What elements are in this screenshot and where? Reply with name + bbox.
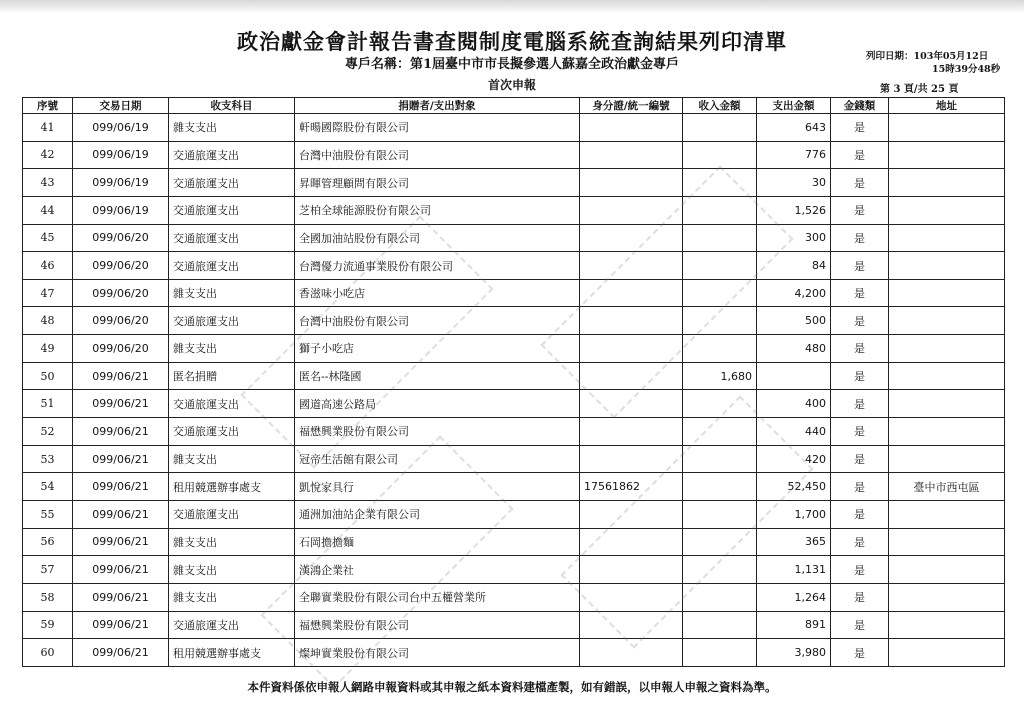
row-category: 租用競選辦事處支 (169, 639, 295, 667)
row-expense: 500 (757, 307, 831, 335)
row-id (580, 169, 683, 197)
row-address (889, 611, 1005, 639)
table-header-row (23, 98, 1005, 114)
row-category: 租用競選辦事處支 (169, 473, 295, 501)
row-id (580, 556, 683, 584)
col-id-header: 身分證/統一編號 (580, 98, 683, 114)
row-date: 099/06/21 (73, 390, 169, 418)
row-seq: 49 (23, 335, 73, 363)
table-row (23, 196, 1005, 224)
table-row (23, 583, 1005, 611)
row-party: 冠帝生活館有限公司 (295, 445, 580, 473)
report-title: 政治獻金會計報告書查閱制度電腦系統查詢結果列印清單 (237, 29, 787, 54)
row-seq: 55 (23, 500, 73, 528)
row-income (683, 224, 757, 252)
row-category: 交通旅運支出 (169, 611, 295, 639)
row-party: 獅子小吃店 (295, 335, 580, 363)
row-date: 099/06/21 (73, 611, 169, 639)
row-category: 交通旅運支出 (169, 169, 295, 197)
row-date: 099/06/20 (73, 279, 169, 307)
col-expense-header: 支出金額 (757, 98, 831, 114)
table-row (23, 418, 1005, 446)
row-id (580, 500, 683, 528)
row-expense: 891 (757, 611, 831, 639)
row-id (580, 141, 683, 169)
row-id (580, 390, 683, 418)
table-row (23, 141, 1005, 169)
row-cash: 是 (831, 114, 889, 142)
ledger-table (22, 97, 1005, 667)
row-category: 雜支支出 (169, 445, 295, 473)
table-row (23, 169, 1005, 197)
account-name: 專戶名稱：第1屆臺中市市長擬參選人蘇嘉全政治獻金專戶 (344, 57, 680, 72)
row-category: 交通旅運支出 (169, 500, 295, 528)
table-row (23, 279, 1005, 307)
row-address (889, 114, 1005, 142)
row-seq: 47 (23, 279, 73, 307)
table-row (23, 556, 1005, 584)
row-address (889, 500, 1005, 528)
row-cash: 是 (831, 418, 889, 446)
row-party: 芝柏全球能源股份有限公司 (295, 196, 580, 224)
row-expense: 400 (757, 390, 831, 418)
row-income (683, 141, 757, 169)
row-income (683, 169, 757, 197)
row-party: 凱悅家具行 (295, 473, 580, 501)
row-seq: 41 (23, 114, 73, 142)
row-expense: 365 (757, 528, 831, 556)
row-income (683, 473, 757, 501)
row-income (683, 528, 757, 556)
row-cash: 是 (831, 556, 889, 584)
row-party: 石岡擔擔麵 (295, 528, 580, 556)
row-date: 099/06/19 (73, 169, 169, 197)
row-expense: 84 (757, 252, 831, 280)
row-id (580, 583, 683, 611)
row-cash: 是 (831, 252, 889, 280)
row-address (889, 224, 1005, 252)
table-row (23, 639, 1005, 667)
print-date: 列印日期：103年05月12日 (866, 51, 989, 62)
row-party: 全國加油站股份有限公司 (295, 224, 580, 252)
row-party: 昇暉管理顧問有限公司 (295, 169, 580, 197)
print-time: 15時39分48秒 (932, 64, 1001, 75)
row-address (889, 196, 1005, 224)
row-address (889, 335, 1005, 363)
row-cash: 是 (831, 169, 889, 197)
row-seq: 60 (23, 639, 73, 667)
row-expense: 776 (757, 141, 831, 169)
row-category: 雜支支出 (169, 583, 295, 611)
row-income (683, 639, 757, 667)
row-id (580, 279, 683, 307)
row-address (889, 556, 1005, 584)
row-income (683, 114, 757, 142)
row-expense: 420 (757, 445, 831, 473)
ledger-body (23, 114, 1005, 667)
row-cash: 是 (831, 611, 889, 639)
table-row (23, 335, 1005, 363)
row-expense (757, 362, 831, 390)
row-cash: 是 (831, 473, 889, 501)
row-date: 099/06/19 (73, 196, 169, 224)
row-category: 交通旅運支出 (169, 418, 295, 446)
row-category: 雜支支出 (169, 556, 295, 584)
row-category: 雜支支出 (169, 335, 295, 363)
row-seq: 46 (23, 252, 73, 280)
row-address (889, 445, 1005, 473)
row-id (580, 307, 683, 335)
page-number: 第 3 頁/共 25 頁 (880, 84, 959, 95)
col-category-header: 收支科目 (169, 98, 295, 114)
row-party: 福懋興業股份有限公司 (295, 418, 580, 446)
row-cash: 是 (831, 639, 889, 667)
row-address (889, 528, 1005, 556)
row-category: 雜支支出 (169, 528, 295, 556)
row-date: 099/06/19 (73, 114, 169, 142)
row-date: 099/06/21 (73, 445, 169, 473)
row-address (889, 279, 1005, 307)
row-date: 099/06/21 (73, 473, 169, 501)
row-seq: 53 (23, 445, 73, 473)
table-row (23, 528, 1005, 556)
row-seq: 51 (23, 390, 73, 418)
table-row (23, 307, 1005, 335)
row-address (889, 362, 1005, 390)
row-cash: 是 (831, 141, 889, 169)
row-income (683, 279, 757, 307)
row-seq: 43 (23, 169, 73, 197)
row-income (683, 196, 757, 224)
row-seq: 59 (23, 611, 73, 639)
row-date: 099/06/20 (73, 224, 169, 252)
row-date: 099/06/19 (73, 141, 169, 169)
row-expense: 1,526 (757, 196, 831, 224)
row-id (580, 362, 683, 390)
col-seq-header: 序號 (23, 98, 73, 114)
row-income (683, 390, 757, 418)
col-income-header: 收入金額 (683, 98, 757, 114)
row-expense: 440 (757, 418, 831, 446)
table-row (23, 224, 1005, 252)
row-address (889, 169, 1005, 197)
row-date: 099/06/21 (73, 583, 169, 611)
row-expense: 480 (757, 335, 831, 363)
row-income (683, 445, 757, 473)
row-id (580, 418, 683, 446)
row-category: 交通旅運支出 (169, 390, 295, 418)
row-date: 099/06/21 (73, 556, 169, 584)
row-address (889, 639, 1005, 667)
row-date: 099/06/20 (73, 307, 169, 335)
row-party: 香滋味小吃店 (295, 279, 580, 307)
row-cash: 是 (831, 362, 889, 390)
row-id (580, 445, 683, 473)
row-party: 通洲加油站企業有限公司 (295, 500, 580, 528)
row-expense: 3,980 (757, 639, 831, 667)
table-row (23, 252, 1005, 280)
row-id (580, 611, 683, 639)
row-expense: 643 (757, 114, 831, 142)
table-row (23, 114, 1005, 142)
row-category: 匿名捐贈 (169, 362, 295, 390)
row-date: 099/06/21 (73, 528, 169, 556)
table-row (23, 445, 1005, 473)
row-party: 燦坤實業股份有限公司 (295, 639, 580, 667)
row-cash: 是 (831, 528, 889, 556)
row-seq: 57 (23, 556, 73, 584)
row-seq: 56 (23, 528, 73, 556)
row-party: 軒暘國際股份有限公司 (295, 114, 580, 142)
table-row (23, 611, 1005, 639)
row-income (683, 418, 757, 446)
row-id: 17561862 (580, 473, 683, 501)
row-expense: 1,131 (757, 556, 831, 584)
row-category: 交通旅運支出 (169, 252, 295, 280)
row-cash: 是 (831, 307, 889, 335)
row-income (683, 252, 757, 280)
col-address-header: 地址 (889, 98, 1005, 114)
row-cash: 是 (831, 500, 889, 528)
row-date: 099/06/21 (73, 500, 169, 528)
row-party: 國道高速公路局 (295, 390, 580, 418)
row-party: 福懋興業股份有限公司 (295, 611, 580, 639)
table-row (23, 362, 1005, 390)
col-date-header: 交易日期 (73, 98, 169, 114)
row-id (580, 252, 683, 280)
col-cash-header: 金錢類 (831, 98, 889, 114)
row-address (889, 252, 1005, 280)
footer-note: 本件資料係依申報人網路申報資料或其申報之紙本資料建檔產製，如有錯誤，以申報人申報之資料為準。 (247, 680, 777, 694)
row-income (683, 500, 757, 528)
row-id (580, 224, 683, 252)
row-party: 匿名--林隆國 (295, 362, 580, 390)
row-address (889, 307, 1005, 335)
report-type: 首次申報 (487, 78, 536, 92)
row-id (580, 335, 683, 363)
row-seq: 48 (23, 307, 73, 335)
scan-edge (0, 0, 1024, 14)
table-row (23, 390, 1005, 418)
row-id (580, 528, 683, 556)
row-category: 雜支支出 (169, 114, 295, 142)
row-seq: 42 (23, 141, 73, 169)
row-expense: 1,700 (757, 500, 831, 528)
row-seq: 58 (23, 583, 73, 611)
row-category: 交通旅運支出 (169, 224, 295, 252)
row-id (580, 114, 683, 142)
row-category: 雜支支出 (169, 279, 295, 307)
row-cash: 是 (831, 583, 889, 611)
row-income: 1,680 (683, 362, 757, 390)
row-address: 臺中市西屯區 (889, 473, 1005, 501)
row-cash: 是 (831, 279, 889, 307)
row-cash: 是 (831, 224, 889, 252)
row-expense: 4,200 (757, 279, 831, 307)
row-seq: 50 (23, 362, 73, 390)
table-row (23, 473, 1005, 501)
col-party-header: 捐贈者/支出對象 (295, 98, 580, 114)
row-date: 099/06/20 (73, 335, 169, 363)
row-category: 交通旅運支出 (169, 196, 295, 224)
row-income (683, 335, 757, 363)
row-party: 台灣中油股份有限公司 (295, 141, 580, 169)
row-income (683, 583, 757, 611)
table-row (23, 500, 1005, 528)
row-address (889, 418, 1005, 446)
row-id (580, 639, 683, 667)
row-expense: 30 (757, 169, 831, 197)
row-cash: 是 (831, 445, 889, 473)
row-seq: 54 (23, 473, 73, 501)
row-address (889, 583, 1005, 611)
row-cash: 是 (831, 196, 889, 224)
row-party: 台灣優力流通事業股份有限公司 (295, 252, 580, 280)
row-seq: 52 (23, 418, 73, 446)
row-income (683, 556, 757, 584)
row-date: 099/06/21 (73, 362, 169, 390)
row-expense: 1,264 (757, 583, 831, 611)
row-category: 交通旅運支出 (169, 141, 295, 169)
row-income (683, 611, 757, 639)
row-income (683, 307, 757, 335)
row-cash: 是 (831, 335, 889, 363)
row-date: 099/06/21 (73, 418, 169, 446)
row-category: 交通旅運支出 (169, 307, 295, 335)
row-cash: 是 (831, 390, 889, 418)
row-address (889, 390, 1005, 418)
row-address (889, 141, 1005, 169)
row-party: 漢鴻企業社 (295, 556, 580, 584)
row-seq: 45 (23, 224, 73, 252)
row-expense: 52,450 (757, 473, 831, 501)
row-date: 099/06/21 (73, 639, 169, 667)
row-date: 099/06/20 (73, 252, 169, 280)
row-expense: 300 (757, 224, 831, 252)
row-party: 台灣中油股份有限公司 (295, 307, 580, 335)
row-seq: 44 (23, 196, 73, 224)
row-party: 全聯實業股份有限公司台中五權營業所 (295, 583, 580, 611)
row-id (580, 196, 683, 224)
